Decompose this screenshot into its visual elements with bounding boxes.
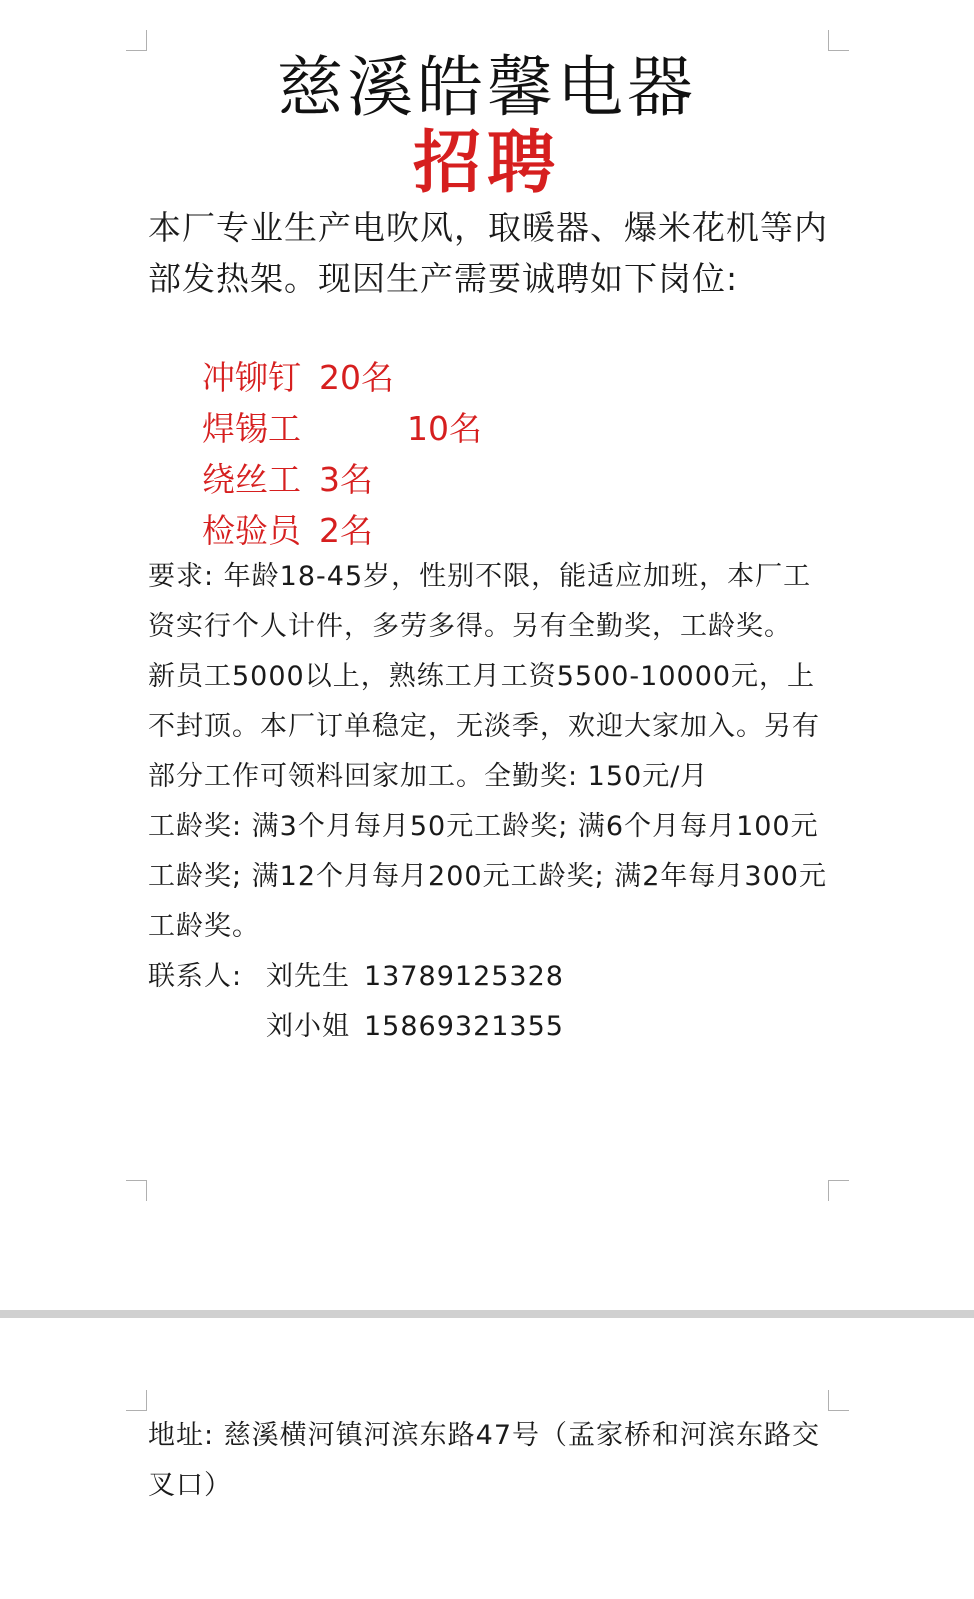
details-section <box>148 552 838 1052</box>
crop-mark-bottom-right <box>828 1180 849 1201</box>
job-count: 20名 <box>319 358 394 397</box>
job-item <box>202 454 482 505</box>
contact-phone: 15869321355 <box>364 1011 564 1042</box>
recruitment-heading: 招聘 <box>412 124 561 203</box>
contact-label: 联系人: <box>148 961 243 992</box>
job-item <box>202 505 482 556</box>
company-title: 慈溪皓馨电器 <box>277 49 697 126</box>
salary-paragraph: 新员工5000以上，熟练工月工资5500-10000元，上不封顶。本厂订单稳定，无淡季，欢迎大家加入。另有部分工作可领料回家加工。全勤奖: 150元/月 <box>148 661 820 792</box>
contact-row <box>148 952 838 1002</box>
contact-name: 刘小姐 <box>266 1011 350 1042</box>
crop-mark-top-right <box>828 1390 849 1411</box>
job-name: 冲铆钉 <box>202 358 301 397</box>
job-name: 检验员 <box>202 511 301 550</box>
seniority-bonus-paragraph: 工龄奖: 满3个月每月50元工龄奖; 满6个月每月100元工龄奖; 满12个月每月200元工龄奖; 满2年每月300元工龄奖。 <box>148 811 827 942</box>
address-paragraph: 地址: 慈溪横河镇河滨东路47号（孟家桥和河滨东路交叉口） <box>148 1420 821 1501</box>
job-name: 绕丝工 <box>202 460 301 499</box>
job-item <box>202 352 482 403</box>
job-count: 10名 <box>407 409 482 448</box>
contact-row <box>148 1002 838 1052</box>
page-separator <box>0 1310 974 1318</box>
job-item <box>202 403 482 454</box>
contact-name: 刘先生 <box>266 961 350 992</box>
crop-mark-top-left <box>126 1390 147 1411</box>
job-list <box>202 352 482 556</box>
job-count: 2名 <box>319 511 373 550</box>
intro-paragraph: 本厂专业生产电吹风，取暖器、爆米花机等内部发热架。现因生产需要诚聘如下岗位: <box>148 208 828 298</box>
contact-phone: 13789125328 <box>364 961 564 992</box>
crop-mark-bottom-left <box>126 1180 147 1201</box>
job-count: 3名 <box>319 460 373 499</box>
job-name: 焊锡工 <box>202 409 301 448</box>
requirements-paragraph: 要求: 年龄18-45岁，性别不限，能适应加班，本厂工资实行个人计件，多劳多得。另有全勤奖，工龄奖。 <box>148 561 812 642</box>
